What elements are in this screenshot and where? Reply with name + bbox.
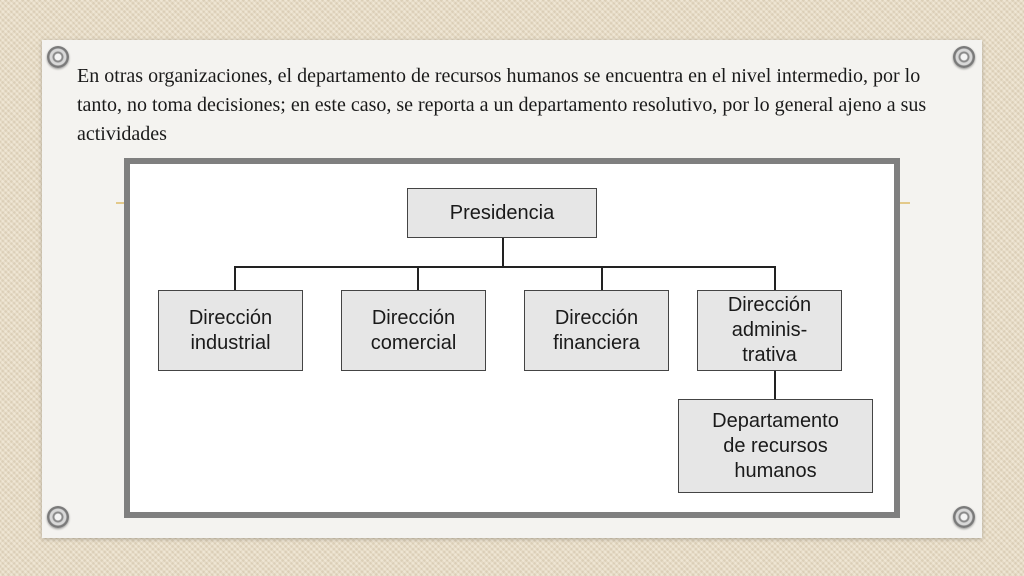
connector-line <box>417 266 419 291</box>
slide-paragraph: En otras organizaciones, el departamento de recursos humanos se encuentra en el nivel intermedio, por lo tanto, no toma decisiones; en este caso, se reporta a un departamento resolutivo, por lo general ajeno a sus actividades <box>77 65 927 145</box>
node-direccion-comercial: Dirección comercial <box>341 290 486 371</box>
connector-line <box>774 371 776 400</box>
connector-line <box>774 266 776 291</box>
pin-icon <box>953 506 975 528</box>
connector-line <box>601 266 603 291</box>
connector-line <box>502 238 504 267</box>
connector-line <box>234 266 236 291</box>
org-chart <box>124 158 900 518</box>
node-departamento-rrhh: Departamento de recursos humanos <box>678 399 873 493</box>
node-direccion-administrativa: Dirección adminis- trativa <box>697 290 842 371</box>
node-direccion-industrial: Dirección industrial <box>158 290 303 371</box>
node-direccion-financiera: Dirección financiera <box>524 290 669 371</box>
connector-line <box>234 266 776 268</box>
pin-icon <box>47 506 69 528</box>
pin-icon <box>47 46 69 68</box>
node-presidencia: Presidencia <box>407 188 597 238</box>
